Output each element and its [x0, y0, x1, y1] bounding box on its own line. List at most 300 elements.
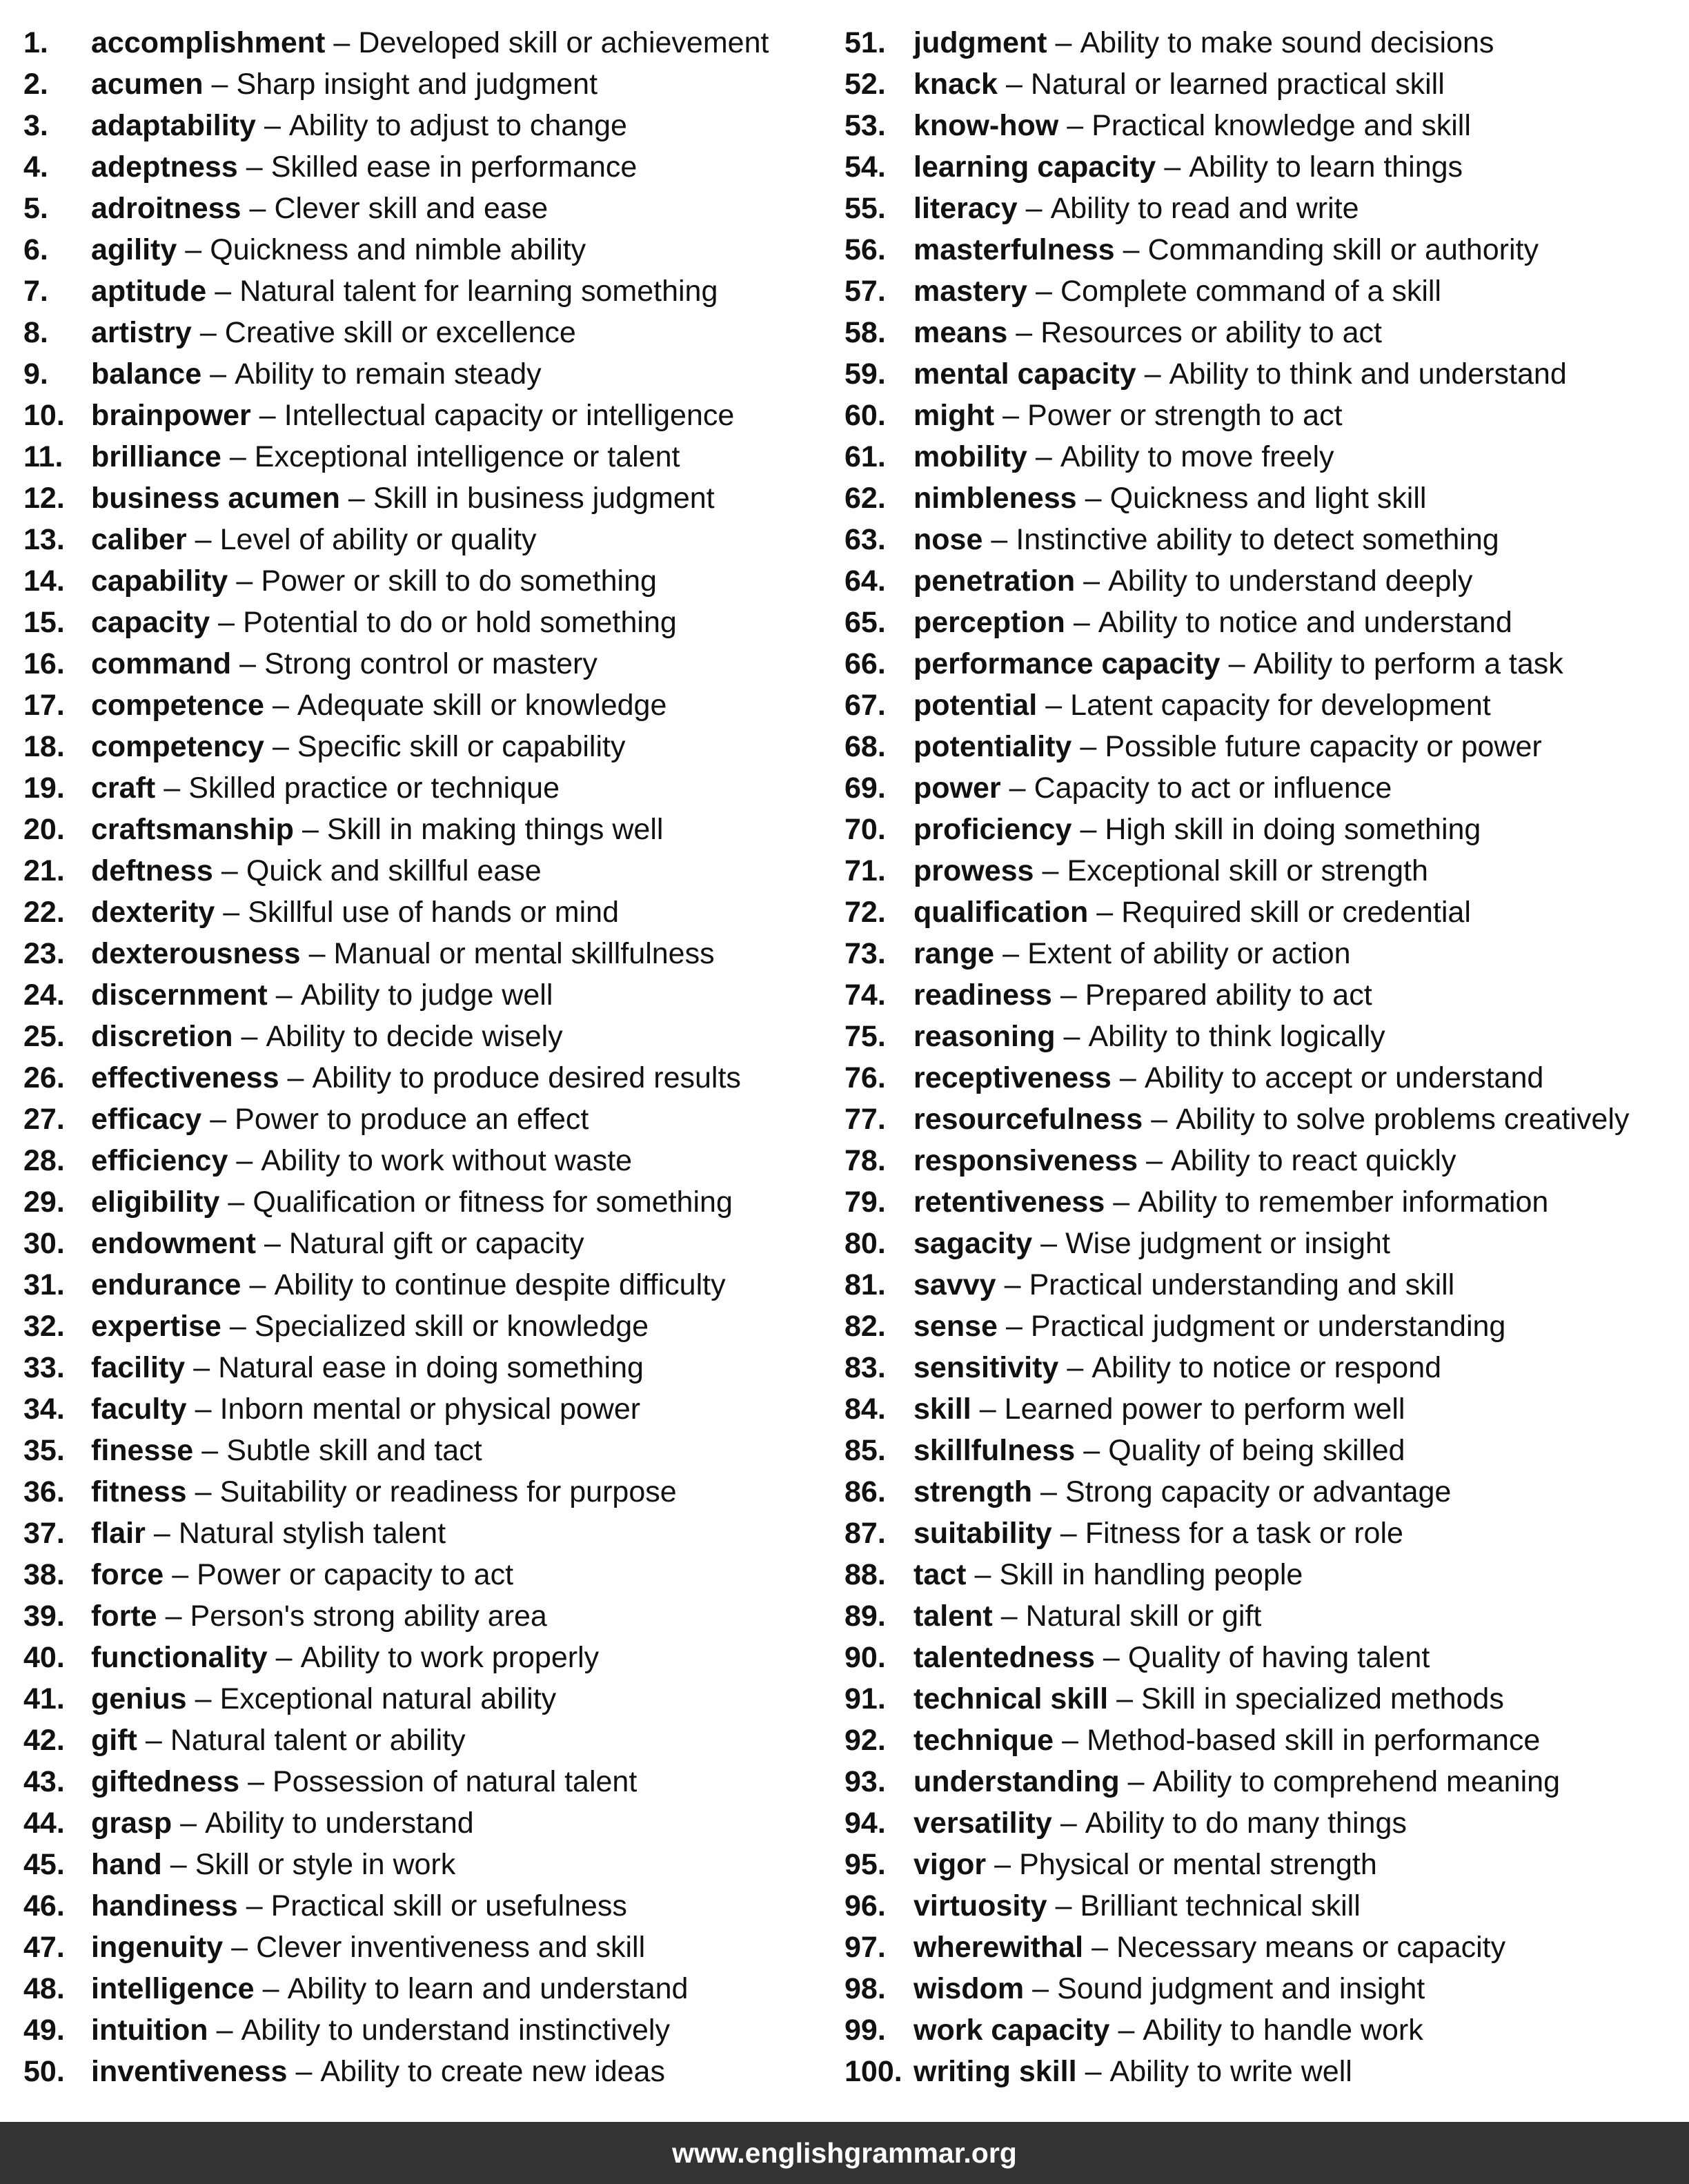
item-term: gift	[91, 1724, 137, 1757]
item-number: 87.	[844, 1517, 886, 1550]
item-separator: –	[264, 109, 281, 142]
item-term: caliber	[91, 523, 187, 556]
item-definition: Physical or mental strength	[1019, 1848, 1377, 1881]
item-number: 51.	[844, 26, 886, 59]
item-term: ingenuity	[91, 1931, 224, 1964]
list-item	[23, 478, 838, 519]
item-number: 99.	[844, 2014, 886, 2047]
list-item	[23, 2009, 838, 2051]
list-item	[844, 1885, 1679, 1927]
list-item	[844, 1844, 1679, 1885]
list-item	[844, 809, 1679, 850]
item-number: 82.	[844, 1310, 886, 1343]
list-item	[23, 1927, 838, 1968]
item-definition: Ability to think and understand	[1169, 357, 1567, 391]
item-separator: –	[236, 564, 253, 598]
list-item	[23, 1678, 838, 1720]
list-item	[844, 685, 1679, 726]
item-term: capability	[91, 564, 228, 598]
item-definition: Capacity to act or influence	[1034, 771, 1392, 805]
list-item	[23, 850, 838, 892]
item-number: 67.	[844, 689, 886, 722]
item-separator: –	[153, 1517, 170, 1550]
item-term: artistry	[91, 316, 192, 349]
item-number: 20.	[23, 813, 65, 846]
list-item	[23, 1844, 838, 1885]
item-term: mobility	[913, 440, 1027, 473]
list-item	[844, 933, 1679, 974]
item-term: endowment	[91, 1227, 256, 1260]
item-definition: Skill in business judgment	[373, 482, 715, 515]
item-number: 97.	[844, 1931, 886, 1964]
item-separator: –	[221, 854, 238, 887]
item-number: 83.	[844, 1351, 886, 1384]
item-definition: Ability to move freely	[1060, 440, 1334, 473]
item-number: 45.	[23, 1848, 65, 1881]
item-number: 42.	[23, 1724, 65, 1757]
item-definition: Practical skill or usefulness	[270, 1889, 627, 1922]
item-number: 56.	[844, 233, 886, 266]
item-definition: Skill in handling people	[999, 1558, 1303, 1591]
item-number: 17.	[23, 689, 65, 722]
item-term: eligibility	[91, 1186, 220, 1219]
list-item	[844, 395, 1679, 436]
item-separator: –	[185, 233, 202, 266]
list-item	[23, 1885, 838, 1927]
item-separator: –	[1063, 1020, 1080, 1053]
item-separator: –	[991, 523, 1008, 556]
item-number: 2.	[23, 68, 48, 101]
item-definition: Sharp insight and judgment	[236, 68, 598, 101]
item-separator: –	[1025, 192, 1043, 225]
item-term: balance	[91, 357, 202, 391]
item-definition: Intellectual capacity or intelligence	[284, 399, 735, 432]
item-term: skill	[913, 1393, 971, 1426]
item-number: 39.	[23, 1600, 65, 1633]
item-term: handiness	[91, 1889, 238, 1922]
list-item	[844, 560, 1679, 602]
list-item	[23, 1181, 838, 1223]
item-number: 86.	[844, 1475, 886, 1508]
list-item	[844, 1968, 1679, 2009]
list-item	[844, 1471, 1679, 1513]
list-item	[23, 312, 838, 353]
list-item	[844, 1927, 1679, 1968]
item-definition: Sound judgment and insight	[1057, 1972, 1425, 2005]
item-separator: –	[1060, 978, 1077, 1012]
item-separator: –	[1085, 2055, 1102, 2088]
item-definition: Skilled practice or technique	[188, 771, 560, 805]
item-separator: –	[259, 399, 276, 432]
item-term: sense	[913, 1310, 998, 1343]
list-item	[844, 188, 1679, 229]
list-item	[844, 478, 1679, 519]
item-term: vigor	[913, 1848, 987, 1881]
item-definition: Level of ability or quality	[219, 523, 537, 556]
item-definition: Clever inventiveness and skill	[256, 1931, 646, 1964]
item-number: 91.	[844, 1682, 886, 1715]
item-separator: –	[308, 937, 326, 970]
item-term: reasoning	[913, 1020, 1056, 1053]
item-definition: Ability to accept or understand	[1144, 1061, 1544, 1094]
item-separator: –	[229, 440, 246, 473]
item-number: 26.	[23, 1061, 65, 1094]
list-item	[23, 560, 838, 602]
item-separator: –	[195, 1682, 212, 1715]
item-separator: –	[1042, 854, 1059, 887]
item-separator: –	[1005, 68, 1023, 101]
list-item	[23, 519, 838, 560]
item-separator: –	[215, 275, 232, 308]
item-separator: –	[236, 1144, 253, 1177]
item-number: 23.	[23, 937, 65, 970]
item-definition: Strong control or mastery	[264, 647, 597, 680]
item-separator: –	[994, 1848, 1011, 1881]
item-definition: Learned power to perform well	[1004, 1393, 1405, 1426]
item-term: intelligence	[91, 1972, 255, 2005]
item-definition: Power or strength to act	[1027, 399, 1343, 432]
item-term: agility	[91, 233, 177, 266]
footer-bar	[0, 2122, 1689, 2184]
list-item	[844, 229, 1679, 270]
item-definition: Skill in making things well	[326, 813, 664, 846]
item-number: 30.	[23, 1227, 65, 1260]
list-item	[844, 1388, 1679, 1430]
list-item	[23, 1388, 838, 1430]
item-separator: –	[211, 68, 228, 101]
list-item	[23, 1720, 838, 1761]
item-separator: –	[201, 1434, 219, 1467]
item-definition: Resources or ability to act	[1040, 316, 1382, 349]
item-number: 33.	[23, 1351, 65, 1384]
item-separator: –	[246, 150, 263, 184]
item-definition: Person's strong ability area	[190, 1600, 547, 1633]
list-item	[23, 395, 838, 436]
list-item	[844, 146, 1679, 188]
item-number: 72.	[844, 896, 886, 929]
item-number: 21.	[23, 854, 65, 887]
item-separator: –	[228, 1186, 245, 1219]
list-item	[23, 270, 838, 312]
item-separator: –	[275, 1641, 293, 1674]
list-item	[844, 1057, 1679, 1099]
item-separator: –	[262, 1972, 279, 2005]
item-number: 71.	[844, 854, 886, 887]
list-item	[23, 1595, 838, 1637]
item-term: readiness	[913, 978, 1052, 1012]
item-number: 43.	[23, 1765, 65, 1798]
item-definition: Instinctive ability to detect something	[1016, 523, 1499, 556]
item-number: 75.	[844, 1020, 886, 1053]
item-separator: –	[1067, 109, 1084, 142]
item-number: 40.	[23, 1641, 65, 1674]
item-separator: –	[1119, 1061, 1136, 1094]
word-list	[0, 22, 1689, 2088]
item-number: 57.	[844, 275, 886, 308]
list-item	[844, 1223, 1679, 1264]
item-number: 93.	[844, 1765, 886, 1798]
item-term: competence	[91, 689, 264, 722]
item-separator: –	[1096, 896, 1114, 929]
item-term: aptitude	[91, 275, 207, 308]
item-term: mastery	[913, 275, 1027, 308]
item-separator: –	[1016, 316, 1033, 349]
item-number: 37.	[23, 1517, 65, 1550]
list-item	[23, 1016, 838, 1057]
item-separator: –	[246, 1889, 263, 1922]
item-number: 64.	[844, 564, 886, 598]
list-item	[23, 1802, 838, 1844]
item-definition: Natural talent or ability	[170, 1724, 466, 1757]
list-item	[844, 105, 1679, 146]
list-item	[844, 1678, 1679, 1720]
item-definition: Ability to learn things	[1189, 150, 1463, 184]
list-item	[844, 1140, 1679, 1181]
list-item	[844, 1099, 1679, 1140]
item-term: adroitness	[91, 192, 241, 225]
item-separator: –	[1127, 1765, 1145, 1798]
item-term: expertise	[91, 1310, 221, 1343]
item-definition: Practical knowledge and skill	[1092, 109, 1471, 142]
item-separator: –	[1151, 1103, 1168, 1136]
item-definition: Ability to make sound decisions	[1080, 26, 1494, 59]
list-item	[23, 229, 838, 270]
item-separator: –	[272, 689, 289, 722]
list-item	[844, 602, 1679, 643]
item-term: efficacy	[91, 1103, 202, 1136]
item-separator: –	[249, 1268, 266, 1301]
item-number: 95.	[844, 1848, 886, 1881]
item-definition: Quickness and light skill	[1109, 482, 1427, 515]
item-definition: Natural or learned practical skill	[1030, 68, 1445, 101]
list-item	[844, 436, 1679, 478]
item-term: knack	[913, 68, 998, 101]
item-definition: Potential to do or hold something	[243, 606, 677, 639]
list-item	[23, 22, 838, 63]
item-term: technique	[913, 1724, 1054, 1757]
item-definition: Ability to comprehend meaning	[1152, 1765, 1560, 1798]
item-number: 12.	[23, 482, 65, 515]
list-item	[23, 188, 838, 229]
item-definition: Ability to solve problems creatively	[1176, 1103, 1630, 1136]
item-term: judgment	[913, 26, 1047, 59]
list-item	[844, 1181, 1679, 1223]
item-term: strength	[913, 1475, 1032, 1508]
item-definition: Extent of ability or action	[1027, 937, 1351, 970]
item-term: intuition	[91, 2014, 208, 2047]
item-term: sensitivity	[913, 1351, 1059, 1384]
item-separator: –	[1123, 233, 1140, 266]
item-term: potentiality	[913, 730, 1072, 763]
item-number: 79.	[844, 1186, 886, 1219]
item-term: finesse	[91, 1434, 194, 1467]
item-term: flair	[91, 1517, 146, 1550]
item-term: proficiency	[913, 813, 1072, 846]
item-separator: –	[145, 1724, 162, 1757]
item-separator: –	[1002, 937, 1020, 970]
item-term: wisdom	[913, 1972, 1025, 2005]
item-number: 48.	[23, 1972, 65, 2005]
item-term: writing skill	[913, 2055, 1077, 2088]
item-term: effectiveness	[91, 1061, 279, 1094]
item-separator: –	[1080, 730, 1097, 763]
item-separator: –	[1085, 482, 1102, 515]
list-item	[844, 1637, 1679, 1678]
item-separator: –	[1116, 1682, 1133, 1715]
item-separator: –	[1009, 771, 1026, 805]
item-definition: Required skill or credential	[1121, 896, 1471, 929]
item-term: efficiency	[91, 1144, 228, 1177]
item-separator: –	[264, 1227, 281, 1260]
item-definition: Natural stylish talent	[178, 1517, 446, 1550]
item-definition: Specific skill or capability	[297, 730, 626, 763]
item-term: mental capacity	[913, 357, 1136, 391]
item-definition: Skill or style in work	[195, 1848, 456, 1881]
item-term: means	[913, 316, 1008, 349]
item-definition: Natural skill or gift	[1025, 1600, 1262, 1633]
item-number: 1.	[23, 26, 48, 59]
item-definition: Ability to do many things	[1085, 1807, 1407, 1840]
item-term: receptiveness	[913, 1061, 1112, 1094]
item-term: talent	[913, 1600, 993, 1633]
item-separator: –	[1045, 689, 1063, 722]
item-term: acumen	[91, 68, 204, 101]
item-separator: –	[1083, 564, 1100, 598]
item-definition: Quickness and nimble ability	[210, 233, 586, 266]
item-definition: Suitability or readiness for purpose	[219, 1475, 677, 1508]
item-term: savvy	[913, 1268, 996, 1301]
list-item	[23, 63, 838, 105]
item-number: 81.	[844, 1268, 886, 1301]
item-separator: –	[164, 771, 181, 805]
item-separator: –	[229, 1310, 246, 1343]
item-separator: –	[172, 1558, 189, 1591]
list-item	[844, 1016, 1679, 1057]
item-separator: –	[295, 2055, 313, 2088]
item-separator: –	[195, 1393, 212, 1426]
item-number: 11.	[23, 440, 63, 473]
item-separator: –	[1040, 1475, 1057, 1508]
item-separator: –	[193, 1351, 210, 1384]
item-number: 92.	[844, 1724, 886, 1757]
item-term: fitness	[91, 1475, 187, 1508]
item-term: nimbleness	[913, 482, 1077, 515]
item-term: understanding	[913, 1765, 1120, 1798]
item-separator: –	[1146, 1144, 1163, 1177]
list-item	[844, 2051, 1679, 2092]
item-definition: Ability to decide wisely	[266, 1020, 563, 1053]
item-definition: Ability to understand instinctively	[241, 2014, 670, 2047]
item-separator: –	[218, 606, 235, 639]
item-term: genius	[91, 1682, 187, 1715]
item-separator: –	[333, 26, 350, 59]
item-definition: Ability to remember information	[1138, 1186, 1549, 1219]
item-definition: Ability to handle work	[1143, 2014, 1423, 2047]
item-number: 61.	[844, 440, 886, 473]
item-number: 35.	[23, 1434, 65, 1467]
item-definition: Ability to perform a task	[1253, 647, 1563, 680]
item-separator: –	[1067, 1351, 1084, 1384]
item-term: talentedness	[913, 1641, 1095, 1674]
item-separator: –	[272, 730, 289, 763]
item-term: resourcefulness	[913, 1103, 1143, 1136]
item-separator: –	[974, 1558, 991, 1591]
item-term: literacy	[913, 192, 1018, 225]
item-number: 55.	[844, 192, 886, 225]
item-term: dexterity	[91, 896, 215, 929]
item-separator: –	[231, 1931, 248, 1964]
word-list-column-right	[844, 22, 1679, 2092]
item-number: 94.	[844, 1807, 886, 1840]
item-number: 49.	[23, 2014, 65, 2047]
item-separator: –	[1004, 1268, 1021, 1301]
item-definition: Ability to react quickly	[1171, 1144, 1456, 1177]
item-term: retentiveness	[913, 1186, 1105, 1219]
item-number: 19.	[23, 771, 65, 805]
item-term: virtuosity	[913, 1889, 1047, 1922]
item-definition: Ability to work without waste	[261, 1144, 633, 1177]
item-number: 44.	[23, 1807, 65, 1840]
item-term: masterfulness	[913, 233, 1115, 266]
list-item	[844, 519, 1679, 560]
item-definition: Clever skill and ease	[274, 192, 549, 225]
item-number: 27.	[23, 1103, 65, 1136]
item-term: performance capacity	[913, 647, 1221, 680]
item-number: 32.	[23, 1310, 65, 1343]
item-term: dexterousness	[91, 937, 301, 970]
list-item	[23, 685, 838, 726]
item-separator: –	[287, 1061, 304, 1094]
item-number: 100.	[844, 2055, 902, 2088]
item-term: learning capacity	[913, 150, 1156, 184]
item-term: discernment	[91, 978, 268, 1012]
item-number: 65.	[844, 606, 886, 639]
item-definition: Possible future capacity or power	[1105, 730, 1542, 763]
list-item	[844, 1720, 1679, 1761]
item-term: functionality	[91, 1641, 268, 1674]
item-term: nose	[913, 523, 983, 556]
item-number: 9.	[23, 357, 48, 391]
item-separator: –	[180, 1807, 197, 1840]
item-number: 59.	[844, 357, 886, 391]
word-list-column-left	[23, 22, 838, 2092]
item-separator: –	[216, 2014, 233, 2047]
item-number: 74.	[844, 978, 886, 1012]
item-number: 28.	[23, 1144, 65, 1177]
list-item	[23, 602, 838, 643]
item-separator: –	[275, 978, 293, 1012]
item-definition: Practical understanding and skill	[1029, 1268, 1455, 1301]
item-number: 54.	[844, 150, 886, 184]
item-definition: Strong capacity or advantage	[1065, 1475, 1452, 1508]
item-term: force	[91, 1558, 164, 1591]
item-separator: –	[199, 316, 217, 349]
item-definition: Qualification or fitness for something	[253, 1186, 733, 1219]
item-number: 89.	[844, 1600, 886, 1633]
list-item	[23, 146, 838, 188]
item-term: brainpower	[91, 399, 251, 432]
item-term: versatility	[913, 1807, 1052, 1840]
list-item	[844, 2009, 1679, 2051]
item-number: 6.	[23, 233, 48, 266]
item-separator: –	[239, 647, 257, 680]
item-separator: –	[210, 1103, 227, 1136]
item-separator: –	[1092, 1931, 1109, 1964]
item-separator: –	[1060, 1517, 1077, 1550]
item-separator: –	[1055, 26, 1072, 59]
item-term: capacity	[91, 606, 210, 639]
list-item	[23, 767, 838, 809]
